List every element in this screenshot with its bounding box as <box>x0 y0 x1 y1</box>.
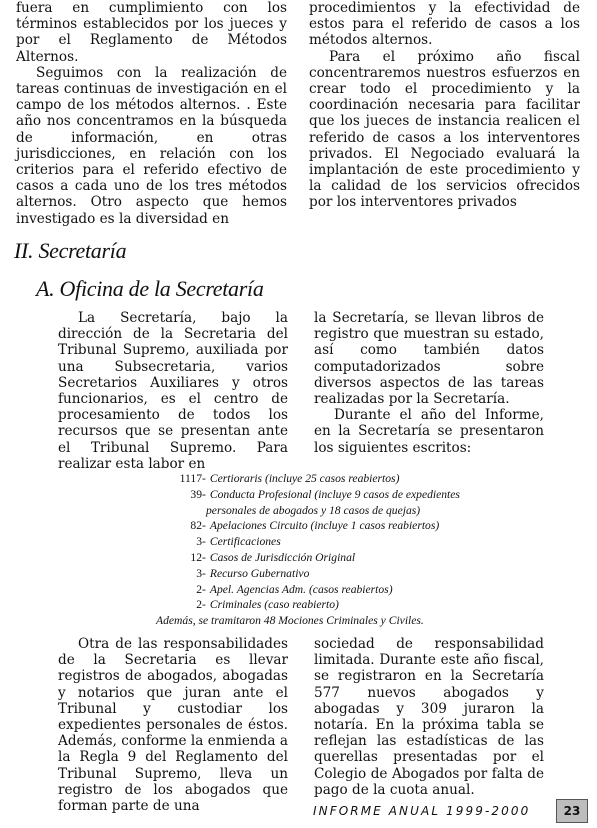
filing-type: Conducta Profesional (incluye 9 casos de expedientes <box>209 487 460 501</box>
filing-type: Apel. Agencias Adm. (casos reabiertos) <box>209 582 393 596</box>
paragraph: sociedad de responsabilidad limitada. Durante este año fiscal, se registraron en la Secretaría 577 nuevos abogados y abogadas y 309 juraron la notaría. En la próxima tabla se reflejan las estadísticas de las querellas presentadas por el Colegio de Abogados por falta de pago de la cuota anual. <box>314 636 544 798</box>
list-item: 2 - Criminales (caso reabierto) <box>150 597 570 613</box>
paragraph: Otra de las responsabilidades de la Secretaria es llevar registros de abogados, abogadas y notarios que juran ante el Tribunal y custodiar los expedientes personales de éstos. Además, conforme la enmienda a la Regla 9 del Reglamento del Tribunal Supremo, lleva un registro de los abogados que forman parte de una <box>58 636 288 815</box>
paragraph: fuera en cumplimiento con los términos establecidos por los jueces y por el Reglamento de Métodos Alternos. <box>16 0 287 65</box>
top-right-column <box>309 0 580 211</box>
subsection-heading: A. Oficina de la Secretaría <box>36 276 264 301</box>
filing-count: 3 <box>196 566 202 580</box>
filing-count: 2 <box>196 598 202 612</box>
filing-type: Casos de Jurisdicción Original <box>209 550 356 564</box>
paragraph: Para el próximo año fiscal concentraremos nuestros esfuerzos en crear todo el procedimiento y la coordinación necesaria para facilitar que los jueces de instancia realicen el referido de casos a los interventores privados. El Negociado evaluará la implantación de este procedimiento y la calidad de los servicios ofrecidos por los interventores privados <box>309 48 580 211</box>
filing-count: 3 <box>196 535 202 549</box>
list-item: 1117 - Certioraris (incluye 25 casos reabiertos) <box>150 471 570 487</box>
section-heading: II. Secretaría <box>14 238 127 263</box>
list-item: 12 - Casos de Jurisdicción Original <box>150 550 570 566</box>
filing-count: 2 <box>196 582 202 596</box>
filing-type: Certioraris (incluye 25 casos reabiertos) <box>209 472 400 485</box>
filings-list <box>150 471 570 629</box>
paragraph: Durante el año del Informe, en la Secretaría se presentaron los siguientes escritos: <box>314 407 544 456</box>
bottom-right-column <box>314 636 544 798</box>
paragraph: La Secretaría, bajo la dirección de la Secretaria del Tribunal Supremo, auxiliada por una Subsecretaria, varios Secretarios Auxiliares y otros funcionarios, es el centro de procesamiento de todos los recursos que se presentan ante el Tribunal Supremo. Para realizar esta labor en <box>58 310 288 472</box>
filing-count: 12 <box>190 550 202 564</box>
list-item: 39 - Conducta Profesional (incluye 9 casos de expedientes <box>150 487 570 503</box>
list-item: 3 - Recurso Gubernativo <box>150 566 570 582</box>
list-item: 2 - Apel. Agencias Adm. (casos reabiertos) <box>150 582 570 598</box>
mid-right-column <box>314 310 544 456</box>
filing-type: Apelaciones Circuito (incluye 1 casos reabiertos) <box>209 519 440 533</box>
filing-count: 1117 <box>179 472 202 485</box>
page-number: 23 <box>556 799 588 823</box>
filing-type: Criminales (caso reabierto) <box>209 598 339 612</box>
list-item: 3 - Certificaciones <box>150 534 570 550</box>
filings-note: Además, se tramitaron 48 Mociones Criminales y Civiles. <box>156 614 424 628</box>
filing-count: 82 <box>190 519 202 533</box>
filing-type: Recurso Gubernativo <box>209 566 310 580</box>
top-left-column <box>16 0 287 227</box>
list-item: 82 - Apelaciones Circuito (incluye 1 casos reabiertos) <box>150 518 570 534</box>
paragraph: procedimientos y la efectividad de estos para el referido de casos a los métodos alternos. <box>309 0 580 49</box>
filing-type: Certificaciones <box>209 535 281 549</box>
report-title-footer: INFORME ANUAL 1999-2000 <box>313 804 531 818</box>
paragraph: la Secretaría, se llevan libros de registro que muestran su estado, así como también datos computadorizados sobre diversos aspectos de las tareas realizadas por la Secretaría. <box>314 310 544 408</box>
bottom-left-column <box>58 636 288 814</box>
paragraph: Seguimos con la realización de tareas continuas de investigación en el campo de los métodos alternos. . Este año nos concentramos en la búsqueda de información, en otras jurisdicciones, en relación con los criterios para el referido efectivo de casos a cada uno de los tres métodos alternos. Otro aspecto que hemos investigado es la diversidad en <box>16 64 287 227</box>
mid-left-column <box>58 310 288 472</box>
filing-count: 39 <box>190 487 202 501</box>
filing-type-continuation: personales de abogados y 18 casos de quejas) <box>206 503 421 517</box>
